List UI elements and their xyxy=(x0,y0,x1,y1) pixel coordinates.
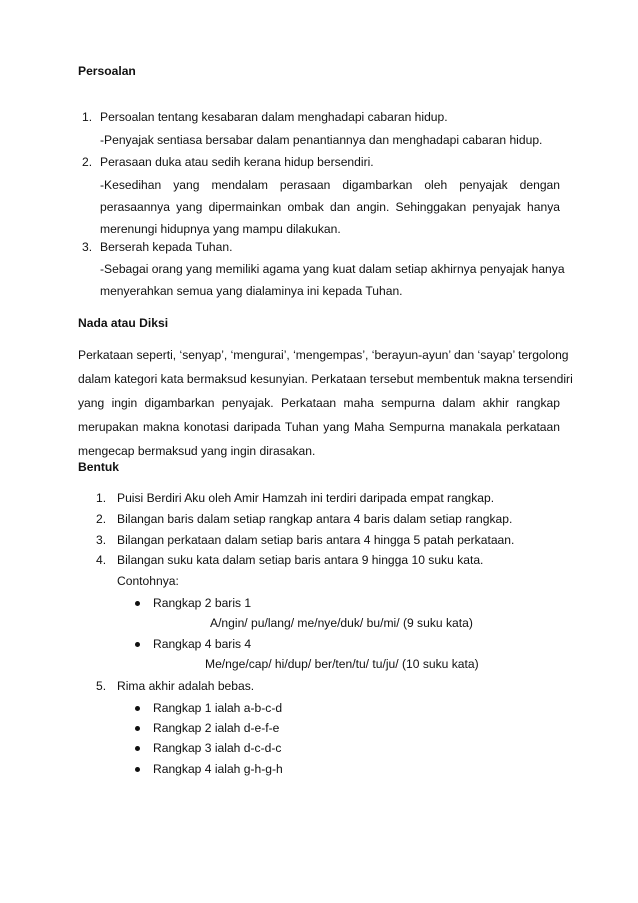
example-2-label: Rangkap 4 baris 4 xyxy=(153,637,252,651)
example-1-syllables: A/ngin/ pu/lang/ me/nye/duk/ bu/mi/ (9 suku kata) xyxy=(210,616,473,630)
persoalan-item-1-number: 1. xyxy=(82,110,93,124)
persoalan-item-2-number: 2. xyxy=(82,155,93,169)
bullet-icon xyxy=(135,706,140,711)
heading-persoalan: Persoalan xyxy=(78,64,136,78)
nada-paragraph-line: mengecap bermaksud yang ingin dirasakan. xyxy=(78,444,316,458)
nada-paragraph-line: Perkataan seperti, ‘senyap’, ‘mengurai’, ‘mengempas’, ‘berayun-ayun’ dan ‘sayap’ tergolong xyxy=(78,348,569,362)
contohnya-label: Contohnya: xyxy=(117,574,179,588)
nada-paragraph-line: merupakan makna konotasi daripada Tuhan yang Maha Sempurna manakala perkataan xyxy=(78,420,560,434)
rima-list-item: Rangkap 4 ialah g-h-g-h xyxy=(153,762,283,776)
example-2-syllables: Me/nge/cap/ hi/dup/ ber/ten/tu/ tu/ju/ (10 suku kata) xyxy=(205,657,479,671)
bentuk-item-3-number: 3. xyxy=(96,533,107,547)
rima-list-item: Rangkap 1 ialah a-b-c-d xyxy=(153,701,283,715)
persoalan-item-1-desc-line: -Penyajak sentiasa bersabar dalam penantiannya dan menghadapi cabaran hidup. xyxy=(100,133,543,147)
bullet-icon xyxy=(135,767,140,772)
bullet-icon xyxy=(135,601,140,606)
persoalan-item-2-desc-line: perasaannya yang dipermainkan ombak dan angin. Sehinggakan penyajak hanya xyxy=(100,200,560,214)
bentuk-item-5-number: 5. xyxy=(96,679,107,693)
persoalan-item-2-title: Perasaan duka atau sedih kerana hidup bersendiri. xyxy=(100,155,374,169)
rima-list-item: Rangkap 3 ialah d-c-d-c xyxy=(153,741,282,755)
nada-paragraph-line: yang ingin digambarkan penyajak. Perkataan maha sempurna dalam akhir rangkap xyxy=(78,396,560,410)
bentuk-item-1-number: 1. xyxy=(96,491,107,505)
bentuk-item-4-number: 4. xyxy=(96,553,107,567)
bentuk-item-5-text: Rima akhir adalah bebas. xyxy=(117,679,255,693)
heading-nada-atau-diksi: Nada atau Diksi xyxy=(78,316,169,330)
bentuk-item-4-text: Bilangan suku kata dalam setiap baris antara 9 hingga 10 suku kata. xyxy=(117,553,484,567)
bullet-icon xyxy=(135,642,140,647)
persoalan-item-2-desc-line: -Kesedihan yang mendalam perasaan digambarkan oleh penyajak dengan xyxy=(100,178,560,192)
bullet-icon xyxy=(135,726,140,731)
persoalan-item-3-desc-line: menyerahkan semua yang dialaminya ini kepada Tuhan. xyxy=(100,284,403,298)
persoalan-item-2-desc-line: merenungi hidupnya yang mampu dilakukan. xyxy=(100,222,341,236)
bullet-icon xyxy=(135,746,140,751)
heading-bentuk: Bentuk xyxy=(78,460,119,474)
example-1-label: Rangkap 2 baris 1 xyxy=(153,596,252,610)
rima-list-item: Rangkap 2 ialah d-e-f-e xyxy=(153,721,280,735)
bentuk-item-2-text: Bilangan baris dalam setiap rangkap antara 4 baris dalam setiap rangkap. xyxy=(117,512,513,526)
persoalan-item-1-title: Persoalan tentang kesabaran dalam menghadapi cabaran hidup. xyxy=(100,110,448,124)
bentuk-item-3-text: Bilangan perkataan dalam setiap baris antara 4 hingga 5 patah perkataan. xyxy=(117,533,515,547)
persoalan-item-3-number: 3. xyxy=(82,240,93,254)
persoalan-item-3-title: Berserah kepada Tuhan. xyxy=(100,240,233,254)
bentuk-item-1-text: Puisi Berdiri Aku oleh Amir Hamzah ini terdiri daripada empat rangkap. xyxy=(117,491,495,505)
bentuk-item-2-number: 2. xyxy=(96,512,107,526)
nada-paragraph-line: dalam kategori kata bermaksud kesunyian. Perkataan tersebut membentuk makna tersendiri xyxy=(78,372,573,386)
persoalan-item-3-desc-line: -Sebagai orang yang memiliki agama yang kuat dalam setiap akhirnya penyajak hanya xyxy=(100,262,565,276)
